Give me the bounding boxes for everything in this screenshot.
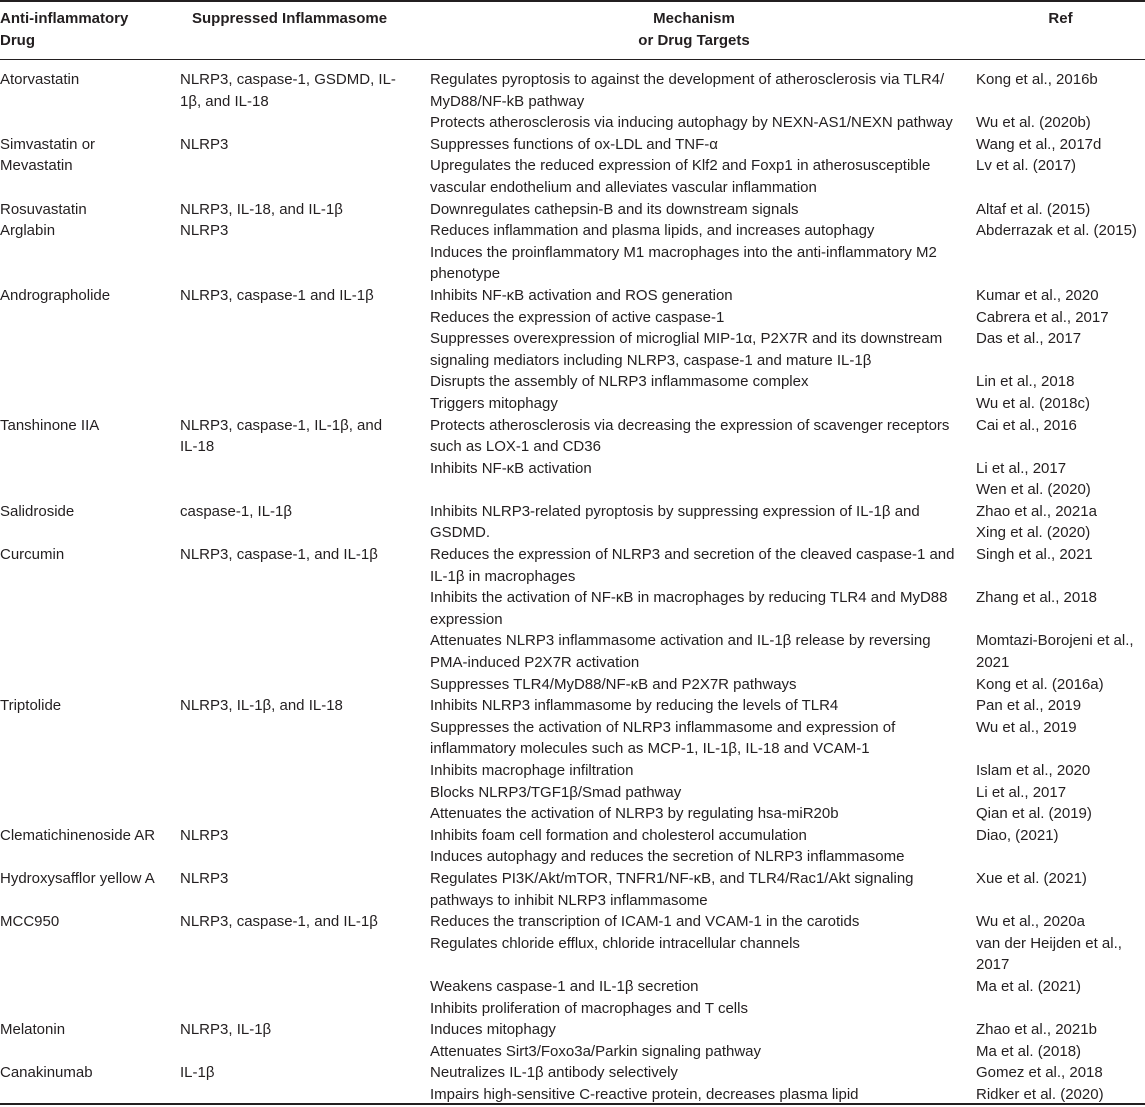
- table-line: [0, 220, 1145, 242]
- header-drug-line1: Anti-inflammatory: [0, 10, 129, 27]
- table-line: [0, 285, 1145, 307]
- cell-mechanism: Suppresses the activation of NLRP3 inflammasome and expression of: [430, 718, 896, 736]
- table-line: [0, 91, 1145, 113]
- cell-ref: Qian et al. (2019): [976, 805, 1092, 823]
- cell-mechanism: Triggers mitophagy: [430, 394, 558, 412]
- table-line: [0, 868, 1145, 890]
- table-line: [0, 69, 1145, 91]
- table-line: [0, 199, 1145, 221]
- table-line: [0, 803, 1145, 825]
- table-line: [0, 587, 1145, 609]
- cell-ref: Ridker et al. (2020): [976, 1085, 1104, 1103]
- cell-ref: Das et al., 2017: [976, 330, 1082, 348]
- cell-mechanism: Downregulates cathepsin-B and its downstream signals: [430, 200, 799, 218]
- cell-drug: Atorvastatin: [0, 71, 80, 88]
- table-line: [0, 911, 1145, 933]
- cell-ref: Xue et al. (2021): [976, 869, 1087, 887]
- cell-ref: Zhao et al., 2021a: [976, 502, 1097, 520]
- cell-mechanism: Neutralizes IL-1β antibody selectively: [430, 1064, 678, 1082]
- cell-mechanism: Blocks NLRP3/TGF1β/Smad pathway: [430, 783, 682, 801]
- table-line: [0, 760, 1145, 782]
- cell-mechanism: Upregulates the reduced expression of Klf2 and Foxp1 in atherosusceptible: [430, 157, 931, 175]
- cell-mechanism: Inhibits NLRP3-related pyroptosis by suppressing expression of IL-1β and: [430, 502, 920, 520]
- cell-ref: 2017: [976, 956, 1010, 974]
- table-line: [0, 1019, 1145, 1041]
- cell-drug: Canakinumab: [0, 1064, 93, 1082]
- cell-mechanism: Protects atherosclerosis via decreasing the expression of scavenger receptors: [430, 416, 950, 434]
- cell-inflammasome: NLRP3: [180, 135, 229, 153]
- table-line: [0, 544, 1145, 566]
- cell-mechanism: Inhibits the activation of NF-κB in macrophages by reducing TLR4 and MyD88: [430, 589, 948, 607]
- table-line: [0, 846, 1145, 868]
- cell-ref: Islam et al., 2020: [976, 762, 1091, 779]
- table-line: [0, 717, 1145, 739]
- cell-mechanism: such as LOX-1 and CD36: [430, 438, 601, 456]
- header-mechanism: [430, 8, 958, 52]
- cell-mechanism: Inhibits macrophage infiltration: [430, 762, 634, 779]
- cell-mechanism: Inhibits proliferation of macrophages and T cells: [430, 999, 748, 1017]
- cell-drug: Arglabin: [0, 222, 56, 240]
- table-line: [0, 825, 1145, 847]
- cell-ref: Altaf et al. (2015): [976, 200, 1091, 218]
- cell-inflammasome: IL-18: [180, 438, 215, 456]
- cell-inflammasome: NLRP3, caspase-1 and IL-1β: [180, 286, 374, 304]
- header-drug: [0, 8, 170, 52]
- table-line: [0, 738, 1145, 760]
- cell-mechanism: Reduces the expression of NLRP3 and secretion of the cleaved caspase-1 and: [430, 546, 955, 564]
- cell-inflammasome: NLRP3, IL-18, and IL-1β: [180, 200, 343, 218]
- cell-inflammasome: 1β, and IL-18: [180, 92, 269, 110]
- table-line: [0, 501, 1145, 523]
- cell-ref: Lin et al., 2018: [976, 373, 1075, 391]
- table-line: [0, 954, 1145, 976]
- cell-inflammasome: NLRP3: [180, 869, 229, 887]
- table-line: [0, 307, 1145, 329]
- cell-mechanism: signaling mediators including NLRP3, caspase-1 and mature IL-1β: [430, 351, 872, 369]
- cell-drug: Rosuvastatin: [0, 200, 87, 218]
- table-line: [0, 1041, 1145, 1063]
- cell-mechanism: Attenuates the activation of NLRP3 by regulating hsa-miR20b: [430, 805, 839, 823]
- cell-ref: Wu et al., 2020a: [976, 913, 1085, 931]
- cell-ref: van der Heijden et al.,: [976, 934, 1122, 952]
- table-line: [0, 652, 1145, 674]
- cell-drug: Tanshinone IIA: [0, 416, 100, 434]
- table-line: [0, 458, 1145, 480]
- cell-drug: Hydroxysafflor yellow A: [0, 869, 155, 887]
- table-line: [0, 976, 1145, 998]
- cell-ref: Wu et al. (2020b): [976, 114, 1091, 132]
- cell-ref: Lv et al. (2017): [976, 157, 1077, 175]
- cell-mechanism: Regulates chloride efflux, chloride intracellular channels: [430, 934, 800, 952]
- cell-ref: Ma et al. (2021): [976, 977, 1082, 995]
- cell-ref: Wen et al. (2020): [976, 481, 1091, 499]
- table-body: [0, 69, 1145, 1106]
- table-line: [0, 393, 1145, 415]
- cell-mechanism: Protects atherosclerosis via inducing autophagy by NEXN-AS1/NEXN pathway: [430, 114, 953, 132]
- cell-ref: 2021: [976, 654, 1010, 672]
- bottom-rule: [0, 1103, 1145, 1105]
- cell-ref: Zhao et al., 2021b: [976, 1021, 1097, 1039]
- cell-drug: Clematichinenoside AR: [0, 826, 156, 844]
- cell-drug: Mevastatin: [0, 157, 73, 175]
- cell-mechanism: Inhibits NF-κB activation and ROS generation: [430, 286, 733, 304]
- table-line: [0, 933, 1145, 955]
- cell-mechanism: Induces the proinflammatory M1 macrophages into the anti-inflammatory M2: [430, 243, 937, 261]
- cell-ref: Wang et al., 2017d: [976, 135, 1102, 153]
- cell-mechanism: Regulates pyroptosis to against the development of atherosclerosis via TLR4/: [430, 71, 945, 88]
- cell-mechanism: vascular endothelium and alleviates vascular inflammation: [430, 178, 817, 196]
- cell-drug: Simvastatin or: [0, 135, 96, 153]
- header-mechanism-line2: or Drug Targets: [638, 32, 750, 49]
- cell-drug: Curcumin: [0, 546, 65, 564]
- cell-inflammasome: caspase-1, IL-1β: [180, 502, 293, 520]
- table-line: [0, 263, 1145, 285]
- table-line: [0, 134, 1145, 156]
- cell-mechanism: PMA-induced P2X7R activation: [430, 654, 640, 672]
- cell-inflammasome: NLRP3, caspase-1, and IL-1β: [180, 546, 378, 564]
- header-rule: [0, 59, 1145, 60]
- cell-mechanism: expression: [430, 610, 503, 628]
- cell-inflammasome: IL-1β: [180, 1064, 215, 1082]
- cell-mechanism: Attenuates Sirt3/Foxo3a/Parkin signaling pathway: [430, 1042, 762, 1060]
- cell-mechanism: Induces autophagy and reduces the secretion of NLRP3 inflammasome: [430, 848, 905, 866]
- cell-ref: Kumar et al., 2020: [976, 286, 1099, 304]
- table-line: [0, 415, 1145, 437]
- cell-inflammasome: NLRP3, caspase-1, GSDMD, IL-: [180, 71, 396, 88]
- cell-mechanism: Inhibits foam cell formation and cholesterol accumulation: [430, 826, 807, 844]
- header-ref: Ref: [1048, 10, 1073, 27]
- table-line: [0, 609, 1145, 631]
- table-line: [0, 371, 1145, 393]
- header-inflammasome: Suppressed Inflammasome: [192, 10, 388, 27]
- table-line: [0, 177, 1145, 199]
- cell-ref: Li et al., 2017: [976, 783, 1067, 801]
- cell-inflammasome: NLRP3: [180, 222, 229, 240]
- cell-mechanism: pathways to inhibit NLRP3 inflammasome: [430, 891, 708, 909]
- cell-drug: Triptolide: [0, 697, 62, 715]
- table-line: [0, 998, 1145, 1020]
- cell-drug: Salidroside: [0, 502, 75, 520]
- cell-drug: Melatonin: [0, 1021, 66, 1039]
- cell-mechanism: Attenuates NLRP3 inflammasome activation and IL-1β release by reversing: [430, 632, 931, 650]
- cell-inflammasome: NLRP3, IL-1β, and IL-18: [180, 697, 343, 715]
- cell-mechanism: Suppresses functions of ox-LDL and TNF-α: [430, 135, 718, 153]
- table-line: [0, 328, 1145, 350]
- table-line: [0, 782, 1145, 804]
- cell-mechanism: Reduces the expression of active caspase-1: [430, 308, 725, 326]
- table-line: [0, 1062, 1145, 1084]
- cell-drug: Andrographolide: [0, 286, 111, 304]
- cell-drug: MCC950: [0, 913, 60, 931]
- cell-mechanism: IL-1β in macrophages: [430, 567, 576, 585]
- cell-mechanism: phenotype: [430, 265, 501, 283]
- cell-ref: Gomez et al., 2018: [976, 1064, 1103, 1082]
- table-line: [0, 695, 1145, 717]
- cell-inflammasome: NLRP3, IL-1β: [180, 1021, 272, 1039]
- cell-mechanism: Suppresses TLR4/MyD88/NF-κB and P2X7R pathways: [430, 675, 797, 693]
- cell-ref: Wu et al. (2018c): [976, 394, 1090, 412]
- table-line: [0, 630, 1145, 652]
- table-line: [0, 436, 1145, 458]
- table-line: [0, 350, 1145, 372]
- table-line: [0, 155, 1145, 177]
- cell-ref: Zhang et al., 2018: [976, 589, 1097, 607]
- cell-mechanism: GSDMD.: [430, 524, 490, 542]
- cell-ref: Pan et al., 2019: [976, 697, 1082, 715]
- table-line: [0, 674, 1145, 696]
- table-line: [0, 479, 1145, 501]
- cell-ref: Xing et al. (2020): [976, 524, 1091, 542]
- cell-ref: Ma et al. (2018): [976, 1042, 1082, 1060]
- cell-ref: Singh et al., 2021: [976, 546, 1093, 564]
- cell-mechanism: MyD88/NF-kB pathway: [430, 92, 585, 110]
- cell-inflammasome: NLRP3: [180, 826, 229, 844]
- cell-mechanism: Impairs high-sensitive C-reactive protein, decreases plasma lipid: [430, 1085, 859, 1103]
- top-rule: [0, 0, 1145, 2]
- table-line: [0, 566, 1145, 588]
- cell-mechanism: Regulates PI3K/Akt/mTOR, TNFR1/NF-κB, and TLR4/Rac1/Akt signaling: [430, 869, 914, 887]
- cell-ref: Momtazi-Borojeni et al.,: [976, 632, 1134, 650]
- table-line: [0, 112, 1145, 134]
- cell-mechanism: inflammatory molecules such as MCP-1, IL-1β, IL-18 and VCAM-1: [430, 740, 870, 758]
- cell-mechanism: Reduces the transcription of ICAM-1 and VCAM-1 in the carotids: [430, 913, 860, 931]
- table-line: [0, 890, 1145, 912]
- cell-ref: Kong et al. (2016a): [976, 675, 1104, 693]
- cell-mechanism: Reduces inflammation and plasma lipids, and increases autophagy: [430, 222, 875, 240]
- cell-inflammasome: NLRP3, caspase-1, IL-1β, and: [180, 416, 383, 434]
- cell-mechanism: Inhibits NF-κB activation: [430, 459, 592, 477]
- header-mechanism-line1: Mechanism: [653, 10, 735, 27]
- cell-ref: Diao, (2021): [976, 826, 1059, 844]
- table-line: [0, 522, 1145, 544]
- cell-ref: Wu et al., 2019: [976, 718, 1077, 736]
- cell-mechanism: Induces mitophagy: [430, 1021, 556, 1039]
- cell-ref: Cai et al., 2016: [976, 416, 1077, 434]
- cell-ref: Abderrazak et al. (2015): [976, 222, 1137, 240]
- cell-inflammasome: NLRP3, caspase-1, and IL-1β: [180, 913, 378, 931]
- header-drug-line2: Drug: [0, 32, 35, 49]
- cell-ref: Kong et al., 2016b: [976, 71, 1098, 88]
- cell-mechanism: Weakens caspase-1 and IL-1β secretion: [430, 977, 699, 995]
- cell-ref: Li et al., 2017: [976, 459, 1067, 477]
- table-line: [0, 242, 1145, 264]
- cell-ref: Cabrera et al., 2017: [976, 308, 1109, 326]
- cell-mechanism: Suppresses overexpression of microglial MIP-1α, P2X7R and its downstream: [430, 330, 943, 348]
- cell-mechanism: Disrupts the assembly of NLRP3 inflammasome complex: [430, 373, 809, 391]
- cell-mechanism: Inhibits NLRP3 inflammasome by reducing the levels of TLR4: [430, 697, 839, 715]
